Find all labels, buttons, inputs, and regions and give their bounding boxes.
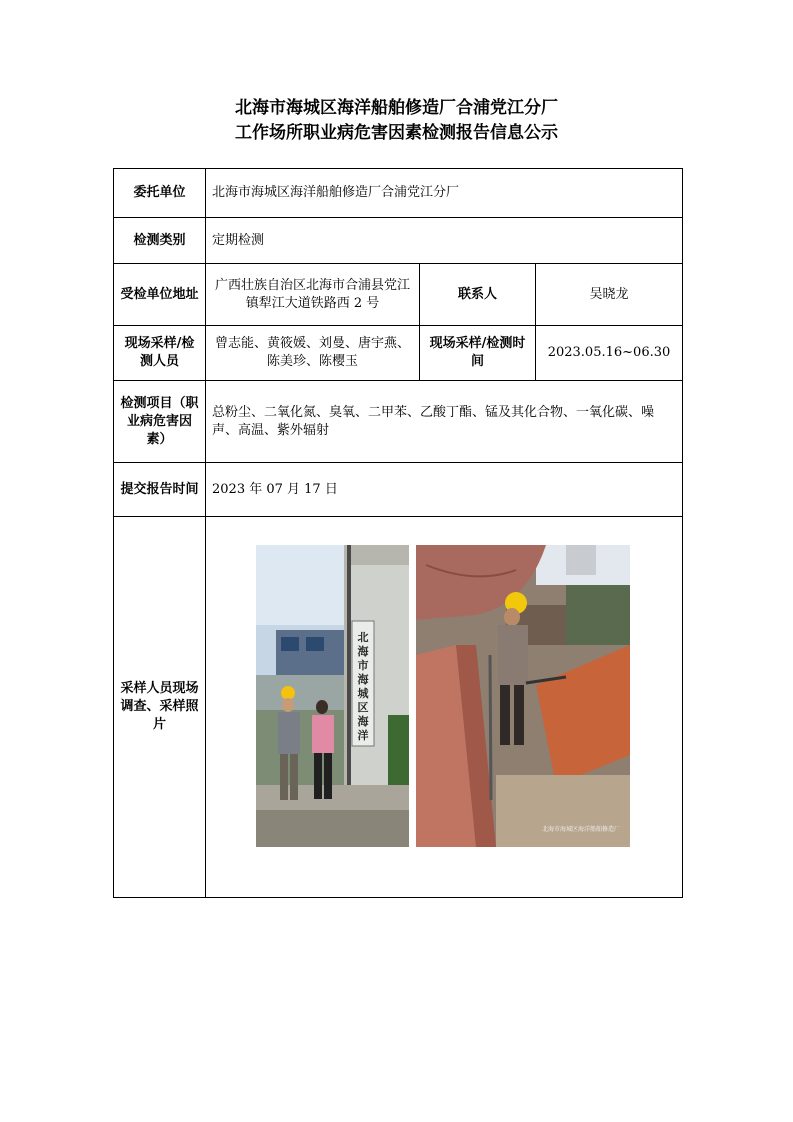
report-title-line1: 北海市海城区海洋船舶修造厂合浦党江分厂 <box>235 98 558 118</box>
photo-sampling-worker <box>416 545 630 847</box>
svg-text:城: 城 <box>357 687 369 700</box>
time-value: 2023.05.16~06.30 <box>536 326 683 381</box>
client-value: 北海市海城区海洋船舶修造厂合浦党江分厂 <box>206 169 683 218</box>
type-value: 定期检测 <box>206 218 683 264</box>
svg-text:海: 海 <box>357 715 369 728</box>
contact-value: 吴晓龙 <box>536 264 683 326</box>
photo-watermark: 北海市海城区海洋船舶修造厂 <box>541 826 620 833</box>
row-submit <box>114 463 683 517</box>
svg-text:海: 海 <box>357 673 369 686</box>
info-table <box>113 168 683 898</box>
submit-value: 2023 年 07 月 17 日 <box>206 463 683 517</box>
staff-label: 现场采样/检测人员 <box>114 326 206 381</box>
time-label: 现场采样/检测时间 <box>420 326 536 381</box>
photo-sign-staff <box>256 545 409 847</box>
photos-label: 采样人员现场调查、采样照片 <box>114 517 206 898</box>
client-label: 委托单位 <box>114 169 206 218</box>
svg-text:洋: 洋 <box>357 729 369 742</box>
row-staff <box>114 326 683 381</box>
address-value: 广西壮族自治区北海市合浦县党江镇犁江大道铁路西 2 号 <box>206 264 420 326</box>
row-photos <box>114 517 683 898</box>
items-value: 总粉尘、二氧化氮、臭氧、二甲苯、乙酸丁酯、锰及其化合物、一氧化碳、噪声、高温、紫外辐射 <box>206 381 683 463</box>
svg-text:北: 北 <box>357 631 369 644</box>
items-label: 检测项目（职业病危害因素） <box>114 381 206 463</box>
photos-cell <box>206 517 683 898</box>
svg-text:区: 区 <box>357 701 369 714</box>
svg-text:海: 海 <box>357 645 369 658</box>
contact-label: 联系人 <box>420 264 536 326</box>
row-type <box>114 218 683 264</box>
row-client <box>114 169 683 218</box>
report-title-line2: 工作场所职业病危害因素检测报告信息公示 <box>235 123 558 143</box>
address-label: 受检单位地址 <box>114 264 206 326</box>
type-label: 检测类别 <box>114 218 206 264</box>
submit-label: 提交报告时间 <box>114 463 206 517</box>
row-items <box>114 381 683 463</box>
staff-value: 曾志能、黄筱媛、刘曼、唐宇燕、陈美珍、陈樱玉 <box>206 326 420 381</box>
row-address <box>114 264 683 326</box>
svg-text:市: 市 <box>357 659 369 672</box>
